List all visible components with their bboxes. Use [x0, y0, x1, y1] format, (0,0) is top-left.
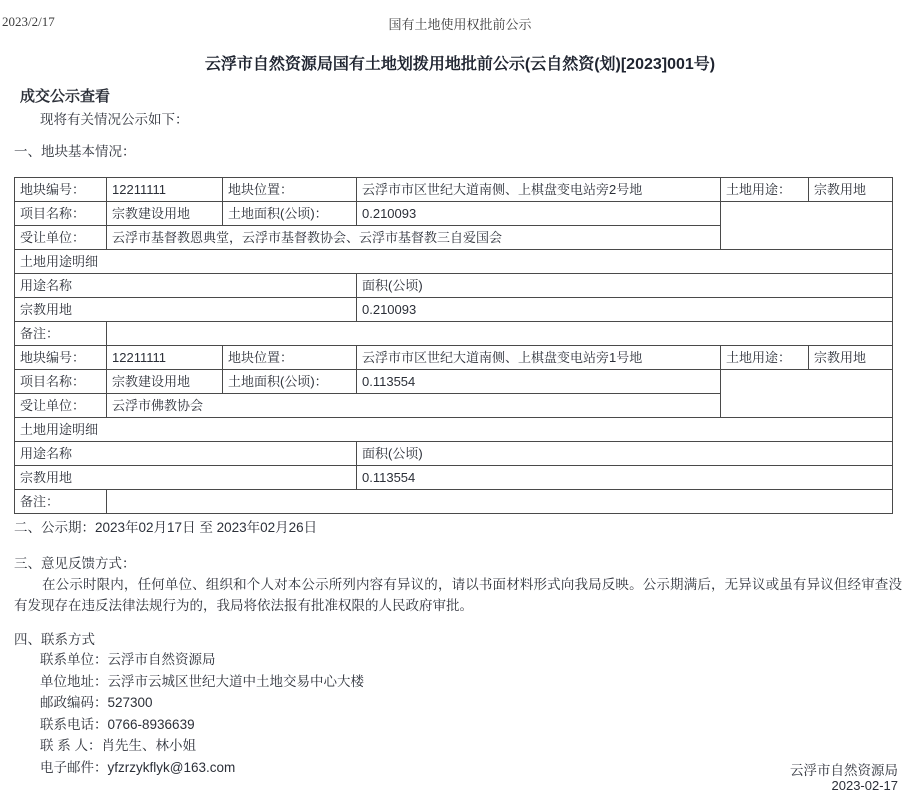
table-row [15, 466, 893, 490]
table-row [15, 202, 893, 226]
value-project-name: 宗教建设用地 [107, 370, 223, 394]
label-remark: 备注： [15, 322, 107, 346]
table-row [15, 250, 893, 274]
label-area: 土地面积(公顷)： [223, 202, 357, 226]
contact-phone: 联系电话：0766-8936639 [40, 716, 195, 732]
label-parcel-no: 地块编号： [15, 346, 107, 370]
value-parcel-no: 12211111 [107, 178, 223, 202]
print-header-date: 2023/2/17 [2, 14, 55, 29]
contact-unit: 联系单位：云浮市自然资源局 [40, 652, 216, 667]
value-land-use: 宗教用地 [809, 178, 893, 202]
value-area: 0.113554 [357, 370, 721, 394]
table-row [15, 178, 893, 202]
label-project-name: 项目名称： [15, 202, 107, 226]
table-row [15, 418, 893, 442]
value-remark [107, 322, 893, 346]
contact-list [40, 649, 364, 778]
footer-date: 2023-02-17 [831, 778, 898, 793]
table-row [15, 346, 893, 370]
section-4-heading: 四、联系方式 [14, 632, 95, 647]
value-area: 0.210093 [357, 202, 721, 226]
label-transferee: 受让单位： [15, 226, 107, 250]
page-title: 云浮市自然资源局国有土地划拨用地批前公示(云自然资(划)[2023]001号) [204, 56, 716, 73]
detail-heading: 土地用途明细 [15, 418, 893, 442]
contact-postcode: 邮政编码：527300 [40, 695, 153, 710]
contact-address: 单位地址：云浮市云城区世纪大道中土地交易中心大楼 [40, 673, 364, 689]
detail-value-use-name: 宗教用地 [15, 298, 357, 322]
table-row [15, 298, 893, 322]
table-row [15, 442, 893, 466]
label-location: 地块位置： [223, 346, 357, 370]
print-header-title: 国有土地使用权批前公示 [388, 17, 532, 32]
land-use-spacer-cell [721, 202, 893, 250]
table-row [15, 322, 893, 346]
section-2-heading: 二、公示期：2023年02月17日 至 2023年02月26日 [14, 520, 318, 535]
value-transferee: 云浮市佛教协会 [107, 394, 721, 418]
detail-col-use-name: 用途名称 [15, 442, 357, 466]
label-location: 地块位置： [223, 178, 357, 202]
label-land-use: 土地用途： [721, 346, 809, 370]
table-row [15, 274, 893, 298]
section-subhead: 成交公示查看 [20, 88, 111, 105]
detail-value-area: 0.113554 [357, 466, 893, 490]
detail-value-use-name: 宗教用地 [15, 466, 357, 490]
section-3-paragraph: 在公示时限内，任何单位、组织和个人对本公示所列内容有异议的，请以书面材料形式向我局反映。公示期满后，无异议或虽有异议但经审查没有发现存在违反法律法规行为的，我局将依法报有批准权限的人民政府审批。 [14, 577, 902, 613]
section-3-heading: 三、意见反馈方式： [14, 556, 136, 571]
parcel-table-2 [14, 345, 893, 514]
value-location: 云浮市市区世纪大道南侧、上棋盘变电站旁2号地 [357, 178, 721, 202]
table-row [15, 490, 893, 514]
label-area: 土地面积(公顷)： [223, 370, 357, 394]
lead-paragraph: 现将有关情况公示如下： [40, 112, 189, 127]
label-parcel-no: 地块编号： [15, 178, 107, 202]
value-parcel-no: 12211111 [107, 346, 223, 370]
detail-col-area: 面积(公顷) [357, 274, 893, 298]
parcel-table-1 [14, 177, 893, 346]
value-location: 云浮市市区世纪大道南侧、上棋盘变电站旁1号地 [357, 346, 721, 370]
detail-value-area: 0.210093 [357, 298, 893, 322]
detail-col-area: 面积(公顷) [357, 442, 893, 466]
contact-email: 电子邮件：yfzrzykflyk@163.com [40, 759, 236, 775]
section-1-heading: 一、地块基本情况： [14, 144, 136, 159]
footer-organization: 云浮市自然资源局 [790, 763, 898, 778]
label-project-name: 项目名称： [15, 370, 107, 394]
detail-heading: 土地用途明细 [15, 250, 893, 274]
table-row [15, 370, 893, 394]
value-remark [107, 490, 893, 514]
label-transferee: 受让单位： [15, 394, 107, 418]
contact-person: 联 系 人：肖先生、林小姐 [40, 738, 197, 753]
value-transferee: 云浮市基督教恩典堂，云浮市基督教协会、云浮市基督教三自爱国会 [107, 226, 721, 250]
label-remark: 备注： [15, 490, 107, 514]
land-use-spacer-cell [721, 370, 893, 418]
value-project-name: 宗教建设用地 [107, 202, 223, 226]
print-header [0, 14, 920, 32]
detail-col-use-name: 用途名称 [15, 274, 357, 298]
label-land-use: 土地用途： [721, 178, 809, 202]
value-land-use: 宗教用地 [809, 346, 893, 370]
